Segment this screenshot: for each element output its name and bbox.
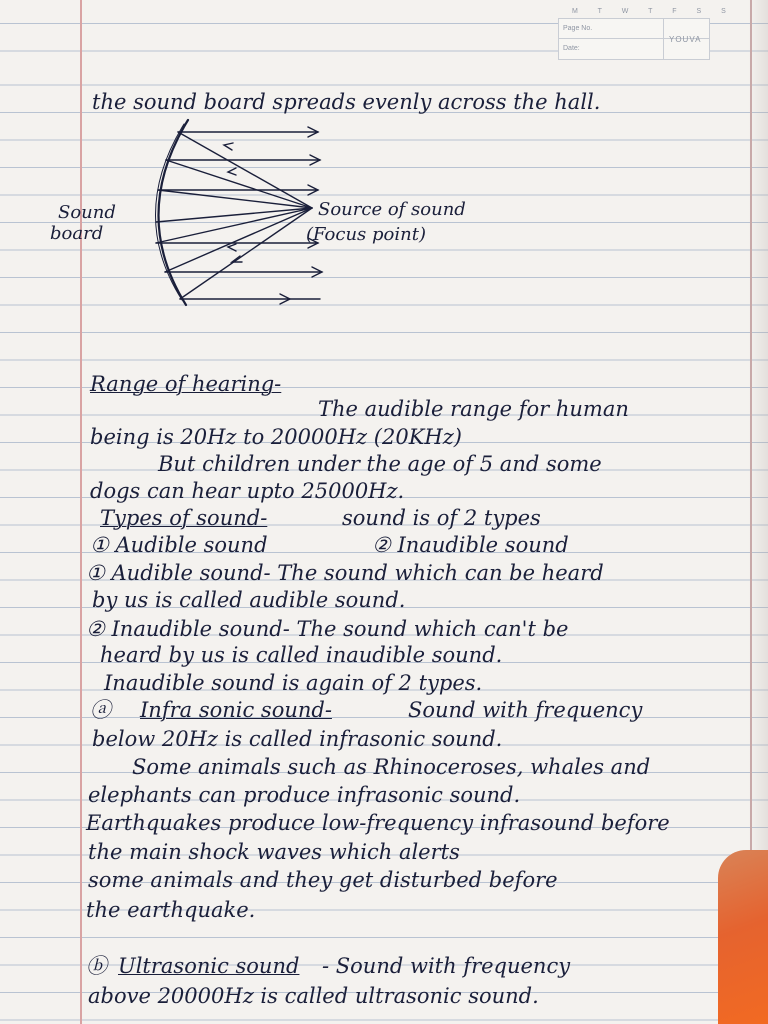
text-line: Some animals such as Rhinoceroses, whales and xyxy=(132,755,651,779)
text-line: the main shock waves which alerts xyxy=(88,840,460,864)
diagram-label-focus: (Focus point) xyxy=(306,224,426,245)
list-item: ① Audible sound xyxy=(90,533,268,557)
text-line: below 20Hz is called infrasonic sound. xyxy=(92,727,503,751)
text-line: Inaudible sound is again of 2 types. xyxy=(104,671,483,695)
brand-logo: YOUVA xyxy=(669,35,702,44)
text-line: elephants can produce infrasonic sound. xyxy=(88,783,521,807)
text-line: sound is of 2 types xyxy=(342,506,541,530)
diagram-label-sound: Sound xyxy=(58,202,116,223)
text-line: the sound board spreads evenly across the hall. xyxy=(92,90,601,114)
heading-types-of-sound: Types of sound- xyxy=(100,506,268,530)
page-no-label: Page No. xyxy=(563,25,593,32)
text-line: by us is called audible sound. xyxy=(92,588,406,612)
list-item: ② Inaudible sound xyxy=(372,533,569,557)
date-label: Date: xyxy=(563,45,580,52)
text-line: But children under the age of 5 and some xyxy=(158,452,602,476)
arrowhead xyxy=(228,244,236,251)
text-line: Earthquakes produce low-frequency infrasound before xyxy=(86,811,670,835)
text-line: being is 20Hz to 20000Hz (20KHz) xyxy=(90,425,462,449)
text-line: Sound with frequency xyxy=(408,698,643,722)
marker-b: ⓑ xyxy=(86,954,107,978)
text-line: ② Inaudible sound- The sound which can't be xyxy=(86,617,569,641)
heading-infrasonic-sound: Infra sonic sound- xyxy=(140,698,332,722)
text-line: ① Audible sound- The sound which can be heard xyxy=(86,561,604,585)
text-line: - Sound with frequency xyxy=(322,954,571,978)
text-line: heard by us is called inaudible sound. xyxy=(100,643,503,667)
sound-board-curve xyxy=(158,120,188,305)
weekday-row: M T W T F S S xyxy=(572,8,735,15)
heading-range-of-hearing: Range of hearing- xyxy=(90,372,282,396)
marker-a: ⓐ xyxy=(90,698,111,722)
heading-ultrasonic-sound: Ultrasonic sound xyxy=(118,954,300,978)
text-line: the earthquake. xyxy=(86,898,256,922)
ray-from-focus xyxy=(158,190,312,208)
diagram-label-board: board xyxy=(50,223,104,244)
diagram-label-source: Source of sound xyxy=(318,199,466,220)
text-line: some animals and they get disturbed before xyxy=(88,868,558,892)
arrowhead xyxy=(228,168,236,175)
arrowhead xyxy=(224,143,233,150)
orange-object-corner xyxy=(718,850,768,1024)
ray-from-focus xyxy=(156,208,312,222)
text-line: The audible range for human xyxy=(318,397,629,421)
ray-from-focus xyxy=(156,208,312,243)
text-line: dogs can hear upto 25000Hz. xyxy=(90,479,405,503)
ray-from-focus xyxy=(180,208,312,299)
text-line: above 20000Hz is called ultrasonic sound. xyxy=(88,984,539,1008)
